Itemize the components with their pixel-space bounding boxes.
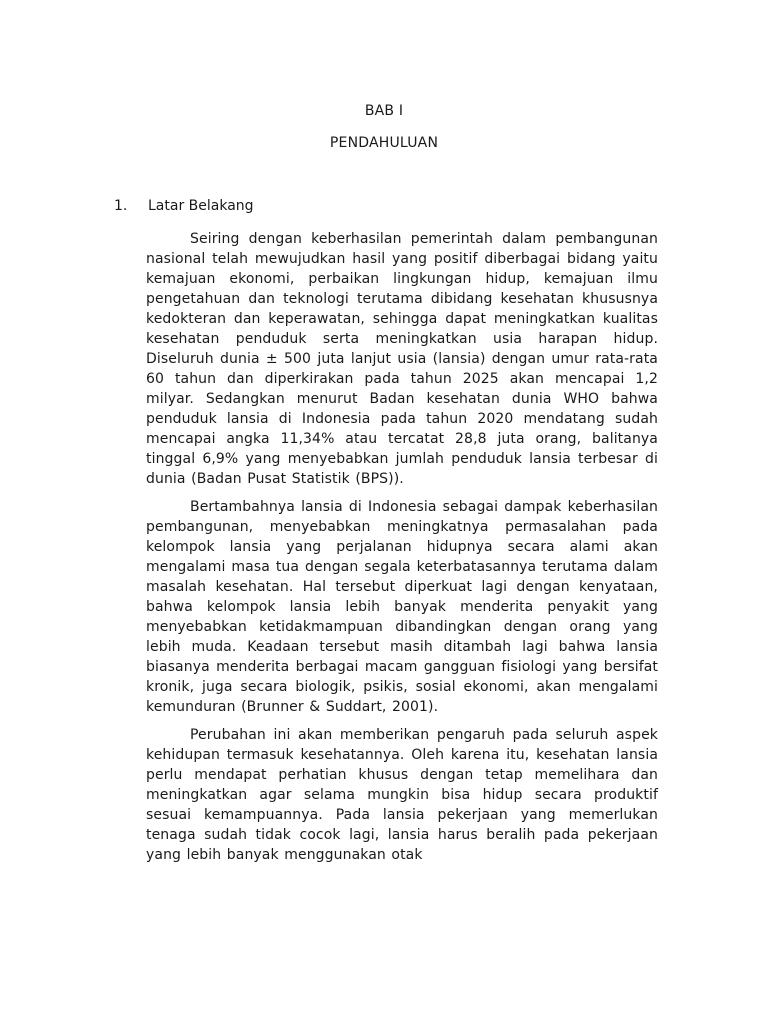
section-heading xyxy=(114,198,254,214)
paragraph-1: Seiring dengan keberhasilan pemerintah dalam pembangunan nasional telah mewujudkan hasil yang positif diberbagai bidang yaitu kemajuan ekonomi, perbaikan lingkungan hidup, kemajuan ilmu pengetahuan dan teknologi terutama dibidang kesehatan khususnya kedokteran dan keperawatan, sehingga dapat meningkatkan kualitas kesehatan penduduk serta meningkatkan usia harapan hidup. Diseluruh dunia ± 500 juta lanjut usia (lansia) dengan umur rata-rata 60 tahun dan diperkirakan pada tahun 2025 akan mencapai 1,2 milyar. Sedangkan menurut Badan kesehatan dunia WHO bahwa penduduk lansia di Indonesia pada tahun 2020 mendatang sudah mencapai angka 11,34% atau tercatat 28,8 juta orang, balitanya tinggal 6,9% yang menyebabkan jumlah penduduk lansia terbesar di dunia (Badan Pusat Statistik (BPS)). xyxy=(146,231,658,487)
section-title: Latar Belakang xyxy=(148,198,254,214)
paragraph-3: Perubahan ini akan memberikan pengaruh pada seluruh aspek kehidupan termasuk kesehatannya. Oleh karena itu, kesehatan lansia perlu mendapat perhatian khusus dengan tetap memelihara dan meningkatkan agar selama mungkin bisa hidup secara produktif sesuai kemampuannya. Pada lansia pekerjaan yang memerlukan tenaga sudah tidak cocok lagi, lansia harus beralih pada pekerjaan yang lebih banyak menggunakan otak xyxy=(146,727,658,863)
chapter-label: BAB I xyxy=(364,103,404,119)
chapter-title: PENDAHULUAN xyxy=(329,135,439,151)
paragraph-2: Bertambahnya lansia di Indonesia sebagai dampak keberhasilan pembangunan, menyebabkan meningkatnya permasalahan pada kelompok lansia yang perjalanan hidupnya secara alami akan mengalami masa tua dengan segala keterbatasannya terutama dalam masalah kesehatan. Hal tersebut diperkuat lagi dengan kenyataan, bahwa kelompok lansia lebih banyak menderita penyakit yang menyebabkan ketidakmampuan dibandingkan dengan orang yang lebih muda. Keadaan tersebut masih ditambah lagi bahwa lansia biasanya menderita berbagai macam gangguan fisiologi yang bersifat kronik, juga secara biologik, psikis, sosial ekonomi, akan mengalami kemunduran (Brunner & Suddart, 2001). xyxy=(146,499,658,715)
body-text xyxy=(146,229,658,873)
section-number: 1. xyxy=(114,198,128,214)
